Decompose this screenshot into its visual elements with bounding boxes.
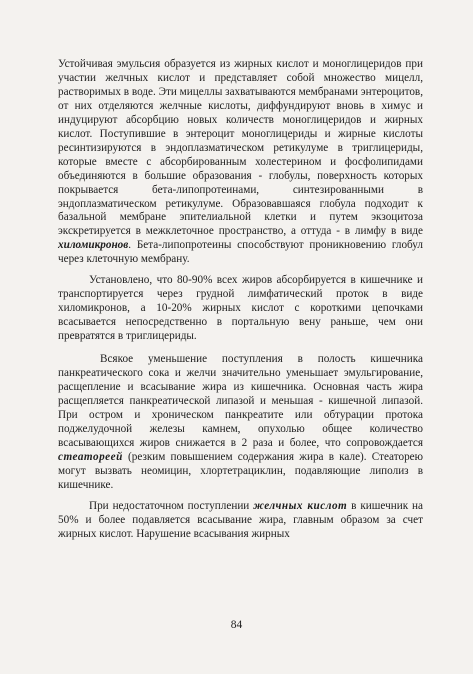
paragraph-3-tail: (резким повышением содержания жира в кале). Стеаторею могут вызвать неомицин, хлортетрациклин, подавляющие липолиз в кишечнике.: [58, 450, 423, 491]
paragraph-2: [58, 274, 423, 344]
paragraph-4-text: При недостаточном поступлении: [89, 499, 254, 512]
body-text: [58, 58, 423, 541]
term-bile-acids: желчных кислот: [253, 499, 348, 512]
paragraph-1-text: Устойчивая эмульсия образуется из жирных кислот и моноглицеридов при участии желчных кислот и представляет собой множество мицелл, растворимых в воде. Эти мицеллы захватываются мембранами энтероцитов, от них отделяются желчные кислоты, диффундируют вновь в химус и индуцируют абсорбцию новых количеств моноглицеридов и жирных кислот. Поступившие в энтероцит моноглицериды и жирные кислоты ресинтизируются в эндоплазматическом ретикулуме в триглицериды, которые вместе с абсорбированным холестерином и фосфолипидами объединяются в большие образования - глобулы, поверхность которых покрывается бета-липопротеинами, синтезированными в эндоплазматическом ретикулуме. Образовавшаяся глобула подходит к базальной мембране эпителиальной клетки и путем экзоцитоза экскретируется в межклеточное пространство, а оттуда - в лимфу в виде: [58, 58, 423, 238]
paragraph-4-tail: в кишечник на 50% и более подавляется всасывание жира, главным образом за счет жирных кислот. Нарушение всасывания жирных: [58, 499, 423, 540]
paragraph-1: [58, 58, 423, 267]
term-chylomicrons: хиломикронов: [58, 239, 129, 252]
paragraph-3: [58, 353, 423, 493]
paragraph-3-text: Всякое уменьшение поступления в полость кишечника панкреатического сока и желчи значительно уменьшает эмульгирование, расщепление и всасывание жира из кишечника. Основная часть жира расщепляется панкреатической липазой и меньшая - кишечной липазой. При остром и хроническом панкреатите или обтурации протока поджелудочной железы камнем, опухолью общее количество всасывающихся жиров снижается в 2 раза и более, что сопровождается: [58, 353, 423, 449]
paragraph-2-text: Установлено, что 80-90% всех жиров абсорбируется в кишечнике и транспортируется через грудной лимфатический проток в виде хиломикронов, а 10-20% жирных кислот с короткими цепочками всасывается непосредственно в портальную вену раньше, чем они превратятся в триглицериды.: [58, 274, 423, 343]
term-steatorrhea: стеатореей: [58, 450, 123, 463]
paragraph-1-tail: . Бета-липопротеины способствуют проникновению глобул через клеточную мембрану.: [58, 239, 423, 266]
paragraph-4: [58, 500, 423, 542]
page-number: 84: [230, 619, 243, 631]
